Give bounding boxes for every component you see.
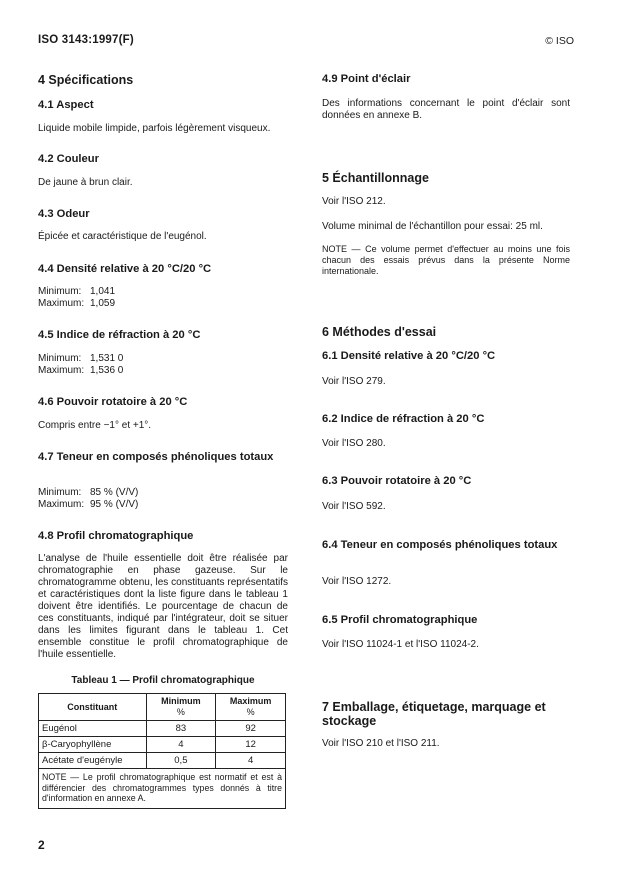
section-6-title: 6 Méthodes d'essai [322,325,437,339]
section-5-text-2: Volume minimal de l'échantillon pour essai: 25 ml. [322,221,543,232]
header-maximum [216,694,286,721]
table-header-row [39,694,286,721]
row-constituent: Acétate d'eugényle [39,753,147,769]
section-4-9-text: Des informations concernant le point d'éclair sont données en annexe B. [322,98,570,121]
header-maximum-unit: % [246,707,255,717]
header-minimum-unit: % [176,707,185,717]
min-value: 1,531 0 [90,353,124,364]
document-code: ISO 3143:1997(F) [38,34,134,46]
section-6-4-title: 6.4 Teneur en composés phénoliques totaux [322,539,558,551]
section-7-text: Voir l'ISO 210 et l'ISO 211. [322,738,440,749]
section-4-5-max [38,365,288,377]
section-4-3-text: Épicée et caractéristique de l'eugénol. [38,231,207,242]
section-4-4-title: 4.4 Densité relative à 20 °C/20 °C [38,263,212,275]
section-7-title: 7 Emballage, étiquetage, marquage et stockage [322,700,546,728]
header-maximum-label: Maximum [229,696,272,706]
section-4-7-max [38,499,288,511]
max-value: 1,059 [90,298,116,309]
max-label: Maximum: [38,499,85,510]
section-5-note: NOTE — Ce volume permet d'effectuer au moins une fois chacun des essais prévus dans la présente Norme internationale. [322,244,570,276]
row-minimum: 4 [146,737,216,753]
row-maximum: 4 [216,753,286,769]
section-4-7-min [38,487,288,499]
section-4-5-min [38,353,288,365]
section-4-1-title: 4.1 Aspect [38,99,94,111]
section-4-2-title: 4.2 Couleur [38,153,99,165]
section-6-4-text: Voir l'ISO 1272. [322,576,392,587]
table-row [39,753,286,769]
header-minimum-label: Minimum [161,696,201,706]
section-6-5-text: Voir l'ISO 11024-1 et l'ISO 11024-2. [322,639,479,650]
section-5-title: 5 Échantillonnage [322,171,429,185]
section-6-5-title: 6.5 Profil chromatographique [322,614,478,626]
max-value: 95 % (V/V) [90,499,139,510]
copyright-mark: © ISO [545,35,574,47]
section-4-8-title: 4.8 Profil chromatographique [38,530,194,542]
header-constituent: Constituant [39,694,147,721]
section-4-1-text: Liquide mobile limpide, parfois légèrement visqueux. [38,123,271,134]
row-maximum: 12 [216,737,286,753]
section-6-2-text: Voir l'ISO 280. [322,438,386,449]
section-6-1-text: Voir l'ISO 279. [322,376,386,387]
section-4-title: 4 Spécifications [38,73,134,87]
page-number: 2 [38,838,45,852]
section-4-6-title: 4.6 Pouvoir rotatoire à 20 °C [38,396,188,408]
header-minimum [146,694,216,721]
section-4-2-text: De jaune à brun clair. [38,177,133,188]
section-4-5-title: 4.5 Indice de réfraction à 20 °C [38,329,201,341]
section-4-6-text: Compris entre −1° et +1°. [38,420,152,431]
section-4-4-max [38,298,288,310]
table-note: NOTE — Le profil chromatographique est normatif et est à différencier des chromatogrammes types donnés à titre d'information en annexe A. [39,769,286,809]
section-4-8-text: L'analyse de l'huile essentielle doit être réalisée par chromatographie en phase gazeuse. Sur le chromatogramme obtenu, les constituants représentatifs et caractéristiques dont la liste figure dans le tableau 1 doivent être identifiés. Le pourcentage de chacun de ces constituants, indiqué par l'intégrateur, doit se situer dans les limites figurant dans le tableau 1. Cet ensemble constitue le profil chromatographique de l'huile essentielle. [38,553,288,660]
row-constituent: Eugénol [39,721,147,737]
section-4-3-title: 4.3 Odeur [38,208,90,220]
min-label: Minimum: [38,353,82,364]
section-6-1-title: 6.1 Densité relative à 20 °C/20 °C [322,350,496,362]
section-6-2-title: 6.2 Indice de réfraction à 20 °C [322,413,485,425]
row-minimum: 0,5 [146,753,216,769]
section-5-text-1: Voir l'ISO 212. [322,196,386,207]
min-label: Minimum: [38,286,82,297]
table-row [39,721,286,737]
row-minimum: 83 [146,721,216,737]
row-maximum: 92 [216,721,286,737]
section-4-9-title: 4.9 Point d'éclair [322,73,411,85]
table-1-title: Tableau 1 — Profil chromatographique [71,675,255,686]
section-6-3-title: 6.3 Pouvoir rotatoire à 20 °C [322,475,472,487]
min-value: 85 % (V/V) [90,487,139,498]
min-value: 1,041 [90,286,116,297]
max-label: Maximum: [38,298,85,309]
table-row [39,737,286,753]
max-value: 1,536 0 [90,365,124,376]
max-label: Maximum: [38,365,85,376]
section-4-4-min [38,286,288,298]
table-note-row [39,769,286,809]
min-label: Minimum: [38,487,82,498]
table-1 [38,693,286,809]
row-constituent: β-Caryophyllène [39,737,147,753]
section-4-7-title: 4.7 Teneur en composés phénoliques totaux [38,451,274,463]
section-6-3-text: Voir l'ISO 592. [322,501,386,512]
